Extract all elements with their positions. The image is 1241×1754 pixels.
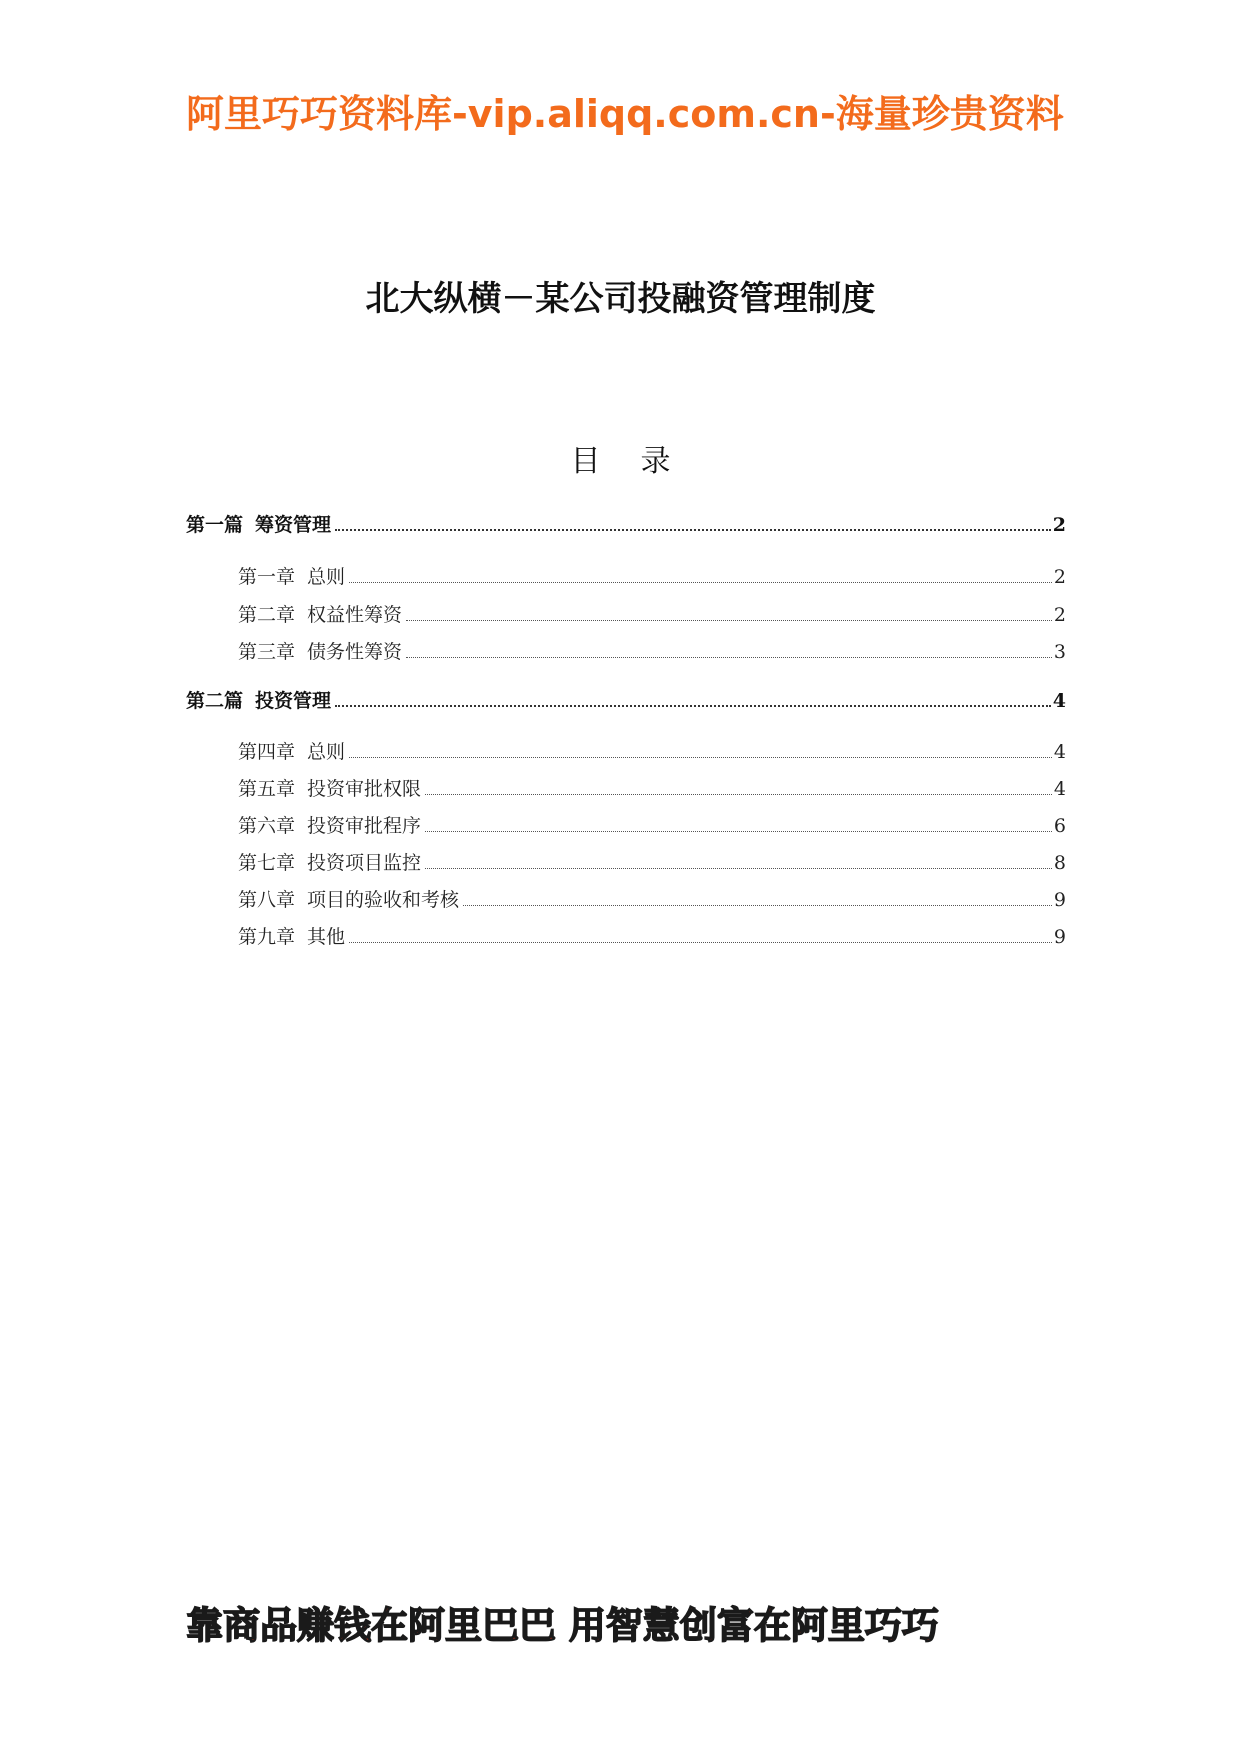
- toc-chapter-title: 权益性筹资: [307, 604, 403, 626]
- toc-part-title: 投资管理: [255, 690, 332, 712]
- toc-chapter-4[interactable]: [238, 737, 1066, 767]
- toc-chapter-number: 第九章: [238, 926, 296, 948]
- toc-chapter-number: 第二章: [238, 604, 296, 626]
- toc-part-number: 第二篇: [186, 690, 244, 712]
- header-watermark-banner: 阿里巧巧资料库-vip.aliqq.com.cn-海量珍贵资料: [186, 92, 1064, 136]
- toc-page-number: 9: [1053, 926, 1066, 948]
- toc-page-number: 6: [1053, 815, 1066, 837]
- toc-leader-dots: [425, 867, 1052, 869]
- toc-chapter-3[interactable]: [238, 637, 1066, 667]
- toc-chapter-number: 第四章: [238, 741, 296, 763]
- toc-leader-dots: [349, 581, 1052, 583]
- toc-chapter-number: 第一章: [238, 566, 296, 588]
- toc-chapter-title: 债务性筹资: [307, 641, 403, 663]
- toc-chapter-6[interactable]: [238, 811, 1066, 841]
- toc-chapter-7[interactable]: [238, 848, 1066, 878]
- toc-part-number: 第一篇: [186, 514, 244, 536]
- toc-leader-dots: [425, 830, 1052, 832]
- toc-chapter-title: 投资项目监控: [307, 852, 422, 874]
- toc-page-number: 4: [1053, 778, 1066, 800]
- toc-page-number: 8: [1053, 852, 1066, 874]
- toc-chapter-1[interactable]: [238, 562, 1066, 592]
- toc-chapter-number: 第八章: [238, 889, 296, 911]
- toc-page-number: 4: [1053, 741, 1066, 763]
- toc-leader-dots: [335, 704, 1051, 707]
- toc-chapter-number: 第五章: [238, 778, 296, 800]
- toc-chapter-9[interactable]: [238, 922, 1066, 952]
- toc-part-title: 筹资管理: [255, 514, 332, 536]
- toc-page-number: 2: [1052, 514, 1066, 536]
- toc-chapter-title: 项目的验收和考核: [307, 889, 460, 911]
- toc-chapter-number: 第七章: [238, 852, 296, 874]
- toc-chapter-title: 总则: [307, 741, 346, 763]
- toc-leader-dots: [425, 793, 1052, 795]
- toc-chapter-title: 投资审批权限: [307, 778, 422, 800]
- toc-leader-dots: [349, 756, 1052, 758]
- toc-page-number: 2: [1053, 604, 1066, 626]
- toc-leader-dots: [335, 528, 1051, 531]
- toc-chapter-number: 第三章: [238, 641, 296, 663]
- toc-chapter-5[interactable]: [238, 774, 1066, 804]
- toc-chapter-number: 第六章: [238, 815, 296, 837]
- toc-page-number: 9: [1053, 889, 1066, 911]
- toc-heading: [0, 440, 1241, 484]
- toc-chapter-title: 投资审批程序: [307, 815, 422, 837]
- toc-leader-dots: [406, 619, 1052, 621]
- toc-chapter-8[interactable]: [238, 885, 1066, 915]
- toc-leader-dots: [349, 941, 1052, 943]
- toc-heading-char-1: 目: [570, 444, 601, 479]
- footer-slogan-banner: 靠商品赚钱在阿里巴巴 用智慧创富在阿里巧巧: [186, 1604, 939, 1647]
- toc-leader-dots: [406, 656, 1052, 658]
- toc-chapter-title: 总则: [307, 566, 346, 588]
- toc-chapter-title: 其他: [307, 926, 346, 948]
- toc-page-number: 4: [1052, 690, 1066, 712]
- toc-leader-dots: [463, 904, 1052, 906]
- toc-heading-char-2: 录: [640, 444, 671, 479]
- document-title: 北大纵横－某公司投融资管理制度: [365, 279, 876, 319]
- toc-part-2[interactable]: [186, 686, 1066, 716]
- toc-page-number: 3: [1053, 641, 1066, 663]
- toc-chapter-2[interactable]: [238, 600, 1066, 630]
- toc-part-1[interactable]: [186, 510, 1066, 540]
- toc-page-number: 2: [1053, 566, 1066, 588]
